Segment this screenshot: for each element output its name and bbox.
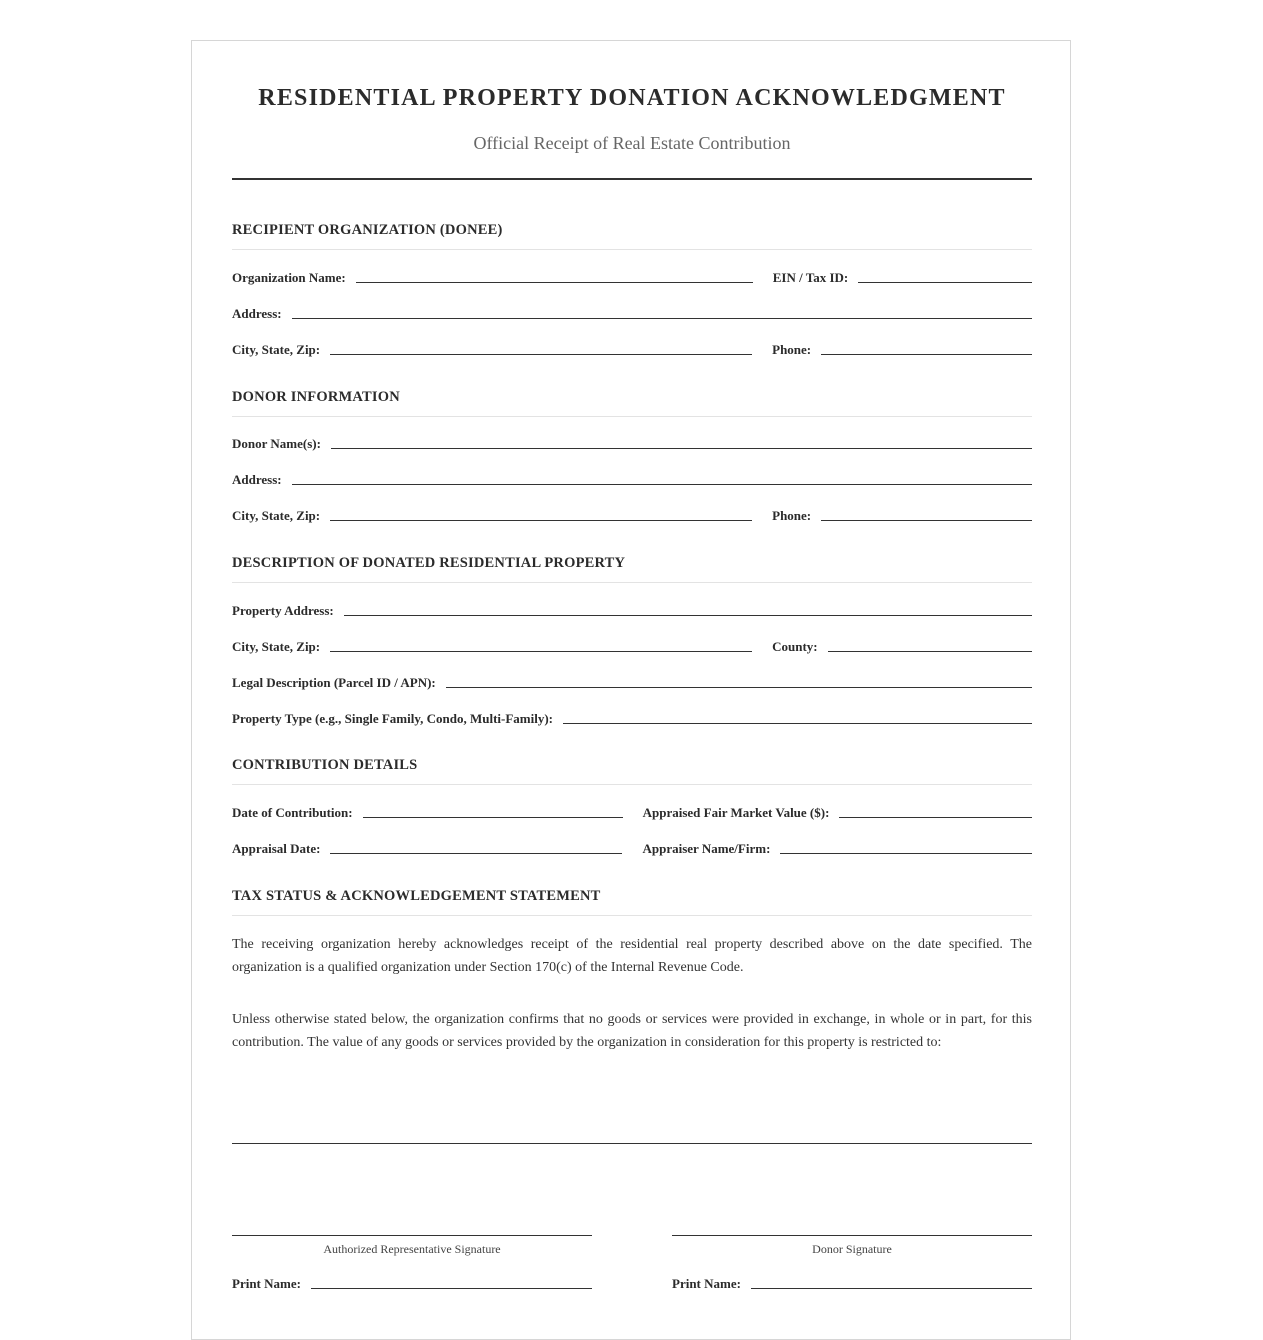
header-divider xyxy=(232,178,1032,180)
field-donor-address[interactable] xyxy=(292,468,1032,485)
label-contribution-date: Date of Contribution: xyxy=(232,805,353,820)
label-legal-description: Legal Description (Parcel ID / APN): xyxy=(232,675,436,690)
section-heading-recipient: RECIPIENT ORGANIZATION (DONEE) xyxy=(232,222,1032,250)
tax-paragraph-1: The receiving organization hereby acknowledges receipt of the residential real property described above on the date specified. The organization is a qualified organization under Section 170(c) of the Internal Revenue Code. xyxy=(232,937,1032,975)
field-property-type[interactable] xyxy=(563,707,1032,724)
label-org-name: Organization Name: xyxy=(232,270,346,285)
field-org-address[interactable] xyxy=(292,302,1032,319)
caption-representative-signature: Authorized Representative Signature xyxy=(323,1242,501,1256)
field-org-city[interactable] xyxy=(330,338,752,355)
field-print-name-representative[interactable] xyxy=(311,1272,592,1289)
row-org-name xyxy=(232,265,1032,285)
row-contribution-date xyxy=(232,800,1032,820)
field-appraisal-date[interactable] xyxy=(330,837,622,854)
label-appraisal-date: Appraisal Date: xyxy=(232,841,321,856)
section-heading-tax: TAX STATUS & ACKNOWLEDGEMENT STATEMENT xyxy=(232,888,1032,916)
field-donor-phone[interactable] xyxy=(821,504,1032,521)
field-county[interactable] xyxy=(828,635,1032,652)
label-donor-name: Donor Name(s): xyxy=(232,436,321,451)
field-contribution-date[interactable] xyxy=(363,801,623,818)
field-org-phone[interactable] xyxy=(821,338,1032,355)
section-heading-contribution: CONTRIBUTION DETAILS xyxy=(232,757,1032,785)
row-appraisal xyxy=(232,836,1032,856)
caption-donor-signature: Donor Signature xyxy=(812,1242,892,1256)
field-donor-city[interactable] xyxy=(330,504,752,521)
row-org-city xyxy=(232,337,1032,357)
label-donor-phone: Phone: xyxy=(772,508,812,523)
document-page xyxy=(191,40,1071,1340)
label-ein: EIN / Tax ID: xyxy=(772,270,849,285)
section-heading-property: DESCRIPTION OF DONATED RESIDENTIAL PROPERTY xyxy=(232,555,1032,583)
document-subtitle: Official Receipt of Real Estate Contribution xyxy=(473,133,791,153)
field-goods-services-value[interactable] xyxy=(232,1143,1032,1144)
row-property-city xyxy=(232,634,1032,654)
tax-paragraph-2: Unless otherwise stated below, the organization confirms that no goods or services were provided in exchange, in whole or in part, for this contribution. The value of any goods or services provided by the organization in consideration for this property is restricted to: xyxy=(232,1012,1032,1050)
label-property-city: City, State, Zip: xyxy=(232,639,321,654)
row-legal-description xyxy=(232,670,1032,690)
field-fair-market-value[interactable] xyxy=(839,801,1032,818)
row-print-name-donor xyxy=(672,1271,1032,1291)
label-donor-address: Address: xyxy=(232,472,282,487)
row-donor-name xyxy=(232,431,1032,451)
label-county: County: xyxy=(772,639,818,654)
field-print-name-donor[interactable] xyxy=(751,1272,1032,1289)
row-print-name-representative xyxy=(232,1271,592,1291)
field-legal-description[interactable] xyxy=(446,671,1032,688)
row-donor-city xyxy=(232,503,1032,523)
section-heading-donor: DONOR INFORMATION xyxy=(232,389,1032,417)
field-donor-signature[interactable] xyxy=(672,1235,1032,1236)
field-representative-signature[interactable] xyxy=(232,1235,592,1236)
field-donor-name[interactable] xyxy=(331,432,1032,449)
row-property-type xyxy=(232,706,1032,726)
label-org-phone: Phone: xyxy=(772,342,812,357)
field-ein[interactable] xyxy=(858,266,1032,283)
label-property-type: Property Type (e.g., Single Family, Condo, Multi-Family): xyxy=(232,711,554,726)
row-donor-address xyxy=(232,467,1032,487)
row-property-address xyxy=(232,598,1032,618)
label-appraiser: Appraiser Name/Firm: xyxy=(642,841,771,856)
field-property-address[interactable] xyxy=(344,599,1032,616)
document-title: RESIDENTIAL PROPERTY DONATION ACKNOWLEDGMENT xyxy=(258,85,1006,111)
field-property-city[interactable] xyxy=(330,635,752,652)
field-org-name[interactable] xyxy=(356,266,753,283)
label-fair-market-value: Appraised Fair Market Value ($): xyxy=(642,805,830,820)
label-org-city: City, State, Zip: xyxy=(232,342,321,357)
row-org-address xyxy=(232,301,1032,321)
label-print-name-representative: Print Name: xyxy=(232,1276,301,1291)
label-property-address: Property Address: xyxy=(232,603,334,618)
field-appraiser[interactable] xyxy=(780,837,1032,854)
label-print-name-donor: Print Name: xyxy=(672,1276,741,1291)
label-donor-city: City, State, Zip: xyxy=(232,508,321,523)
label-org-address: Address: xyxy=(232,306,282,321)
